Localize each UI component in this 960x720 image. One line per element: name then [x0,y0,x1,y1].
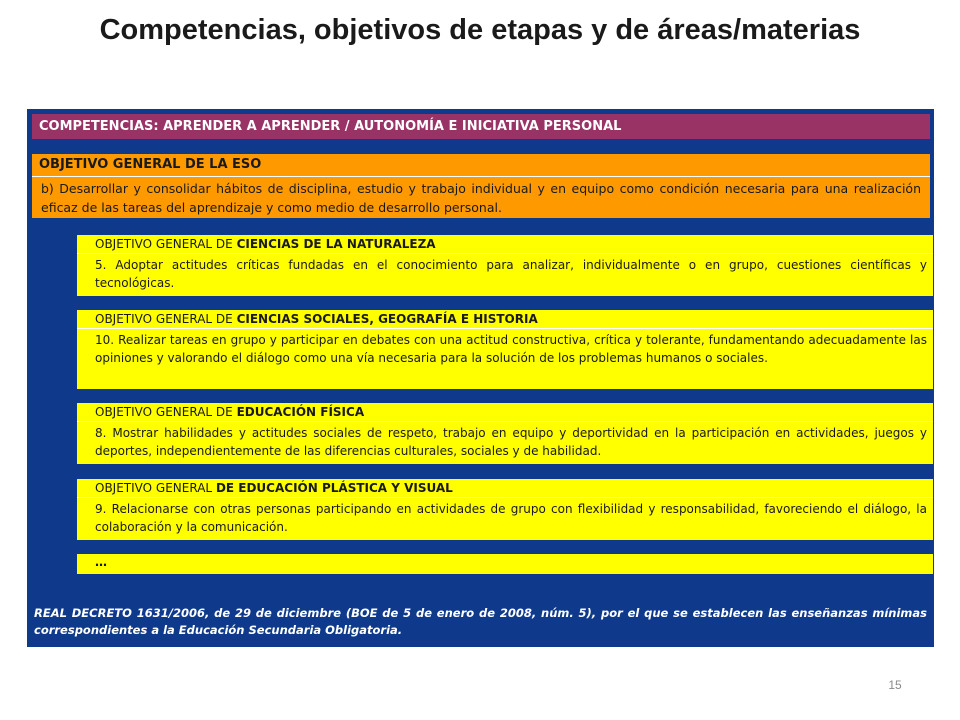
area-objective-heading [77,235,933,254]
eso-objective-box [32,154,930,218]
area-objective-ciencias-naturaleza [77,235,933,296]
area-objective-heading-lead: OBJETIVO GENERAL DE [95,312,237,326]
area-objective-heading [77,479,933,498]
area-objective-heading [77,310,933,329]
area-objective-subject: CIENCIAS DE LA NATURALEZA [236,237,436,251]
area-objective-text: 9. Relacionarse con otras personas participando en actividades de grupo con flexibilidad y responsabilidad, favoreciendo el diálogo, la colaboración y la comunicación. [95,502,927,534]
area-objective-ciencias-sociales [77,310,933,389]
eso-objective-text: b) Desarrollar y consolidar hábitos de disciplina, estudio y trabajo individual y en equipo como condición necesaria para una realización eficaz de las tareas del aprendizaje y como medio de desarrollo personal. [41,181,921,215]
area-objective-text: 5. Adoptar actitudes críticas fundadas en el conocimiento para analizar, individualmente o en grupo, cuestiones científicas y tecnológicas. [95,258,927,290]
page-number: 15 [888,678,902,692]
decree-reference: REAL DECRETO 1631/2006, de 29 de diciembre (BOE de 5 de enero de 2008, núm. 5), por el que se establecen las enseñanzas mínimas correspondientes a la Educación Secundaria Obligatoria. [34,606,927,637]
ellipsis: … [95,555,107,569]
eso-objective-heading: OBJETIVO GENERAL DE LA ESO [32,154,930,177]
area-objective-subject: DE EDUCACIÓN PLÁSTICA Y VISUAL [215,481,453,495]
objectives-panel [27,109,934,647]
area-objective-heading-lead: OBJETIVO GENERAL DE [95,405,237,419]
area-objective-heading-lead: OBJETIVO GENERAL DE [95,237,237,251]
area-objective-heading-lead: OBJETIVO GENERAL [95,481,216,495]
competencias-heading: COMPETENCIAS: APRENDER A APRENDER / AUTONOMÍA E INICIATIVA PERSONAL [32,114,930,139]
area-objective-text: 10. Realizar tareas en grupo y participar en debates con una actitud constructiva, crítica y tolerante, fundamentando adecuadamente las opiniones y valorando el diálogo como una vía necesaria para la solución de los problemas humanos o sociales. [95,333,927,365]
area-objective-more [77,554,933,574]
area-objective-heading [77,403,933,422]
area-objective-text: 8. Mostrar habilidades y actitudes sociales de respeto, trabajo en equipo y deportividad en la participación en actividades, juegos y deportes, independientemente de las diferencias culturales, sociales y de habilidad. [95,426,927,458]
area-objective-educacion-fisica [77,403,933,464]
area-objective-subject: EDUCACIÓN FÍSICA [236,405,365,419]
area-objective-educacion-plastica [77,479,933,540]
area-objective-subject: CIENCIAS SOCIALES, GEOGRAFÍA E HISTORIA [236,312,538,326]
slide-title: Competencias, objetivos de etapas y de áreas/materias [99,14,861,46]
